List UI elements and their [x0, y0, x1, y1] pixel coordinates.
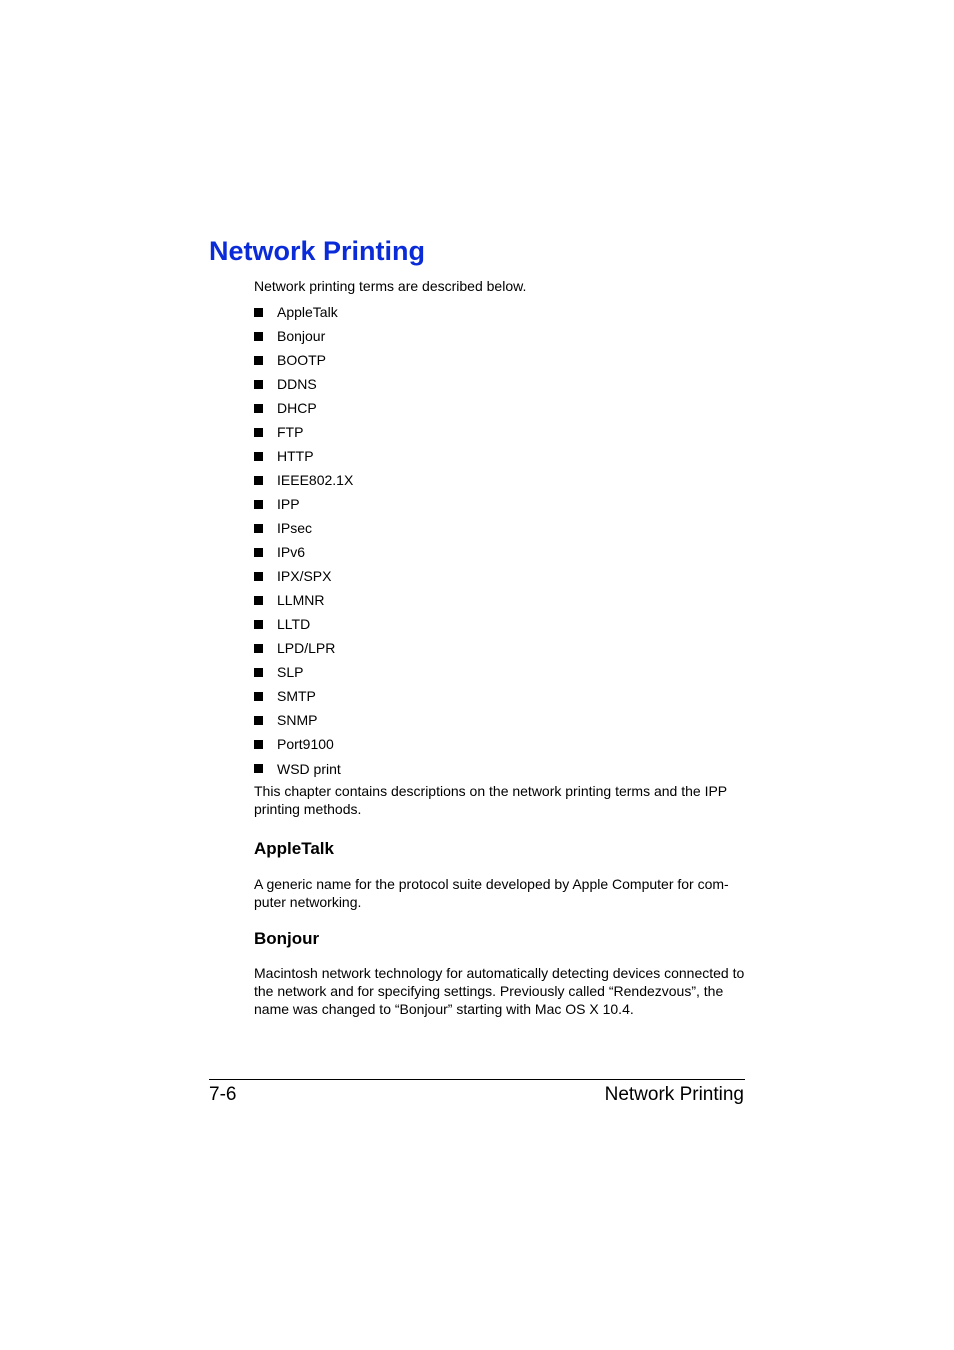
term-label: LPD/LPR — [277, 640, 336, 656]
term-label: SLP — [277, 664, 304, 680]
list-item — [254, 684, 353, 708]
list-item — [254, 324, 353, 348]
square-bullet-icon — [254, 740, 263, 749]
section-heading-appletalk: AppleTalk — [254, 839, 334, 858]
chapter-description: This chapter contains descriptions on the network printing terms and the IPP printing methods. — [254, 783, 727, 817]
term-label: HTTP — [277, 448, 314, 464]
list-item — [254, 612, 353, 636]
list-item — [254, 492, 353, 516]
term-label: SNMP — [277, 712, 318, 728]
list-item — [254, 516, 353, 540]
list-item — [254, 444, 353, 468]
term-label: LLMNR — [277, 592, 325, 608]
list-item — [254, 732, 353, 756]
footer-section-name: Network Printing — [604, 1084, 744, 1105]
square-bullet-icon — [254, 524, 263, 533]
term-label: BOOTP — [277, 352, 327, 368]
footer-page-number: 7-6 — [209, 1084, 237, 1105]
square-bullet-icon — [254, 452, 263, 461]
square-bullet-icon — [254, 548, 263, 557]
square-bullet-icon — [254, 572, 263, 581]
square-bullet-icon — [254, 668, 263, 677]
square-bullet-icon — [254, 308, 263, 317]
page-title: Network Printing — [209, 236, 426, 266]
list-item — [254, 468, 353, 492]
section-text-bonjour: Macintosh network technology for automatically detecting devices connected to the network and for specifying settings. Previously called “Rendezvous”, the name was changed to “Bonjour” starting with Mac OS X 10.4. — [254, 965, 745, 1017]
term-label: IPX/SPX — [277, 568, 332, 584]
term-label: IEEE802.1X — [277, 472, 354, 488]
square-bullet-icon — [254, 428, 263, 437]
term-label: DDNS — [277, 376, 317, 392]
square-bullet-icon — [254, 620, 263, 629]
list-item — [254, 660, 353, 684]
list-item — [254, 540, 353, 564]
term-label: Port9100 — [277, 736, 334, 752]
list-item — [254, 348, 353, 372]
section-text-appletalk: A generic name for the protocol suite developed by Apple Computer for com-puter networking. — [254, 876, 729, 910]
list-item — [254, 636, 353, 660]
list-item — [254, 420, 353, 444]
term-label: SMTP — [277, 688, 316, 704]
square-bullet-icon — [254, 644, 263, 653]
list-item — [254, 372, 353, 396]
list-item — [254, 564, 353, 588]
square-bullet-icon — [254, 356, 263, 365]
list-item — [254, 756, 353, 781]
intro-text: Network printing terms are described below. — [254, 278, 527, 294]
list-item — [254, 708, 353, 732]
terms-list — [254, 300, 353, 781]
list-item — [254, 396, 353, 420]
term-label: Bonjour — [277, 328, 326, 344]
term-label: WSD print — [277, 760, 341, 777]
term-label: IPv6 — [277, 544, 306, 560]
footer-divider — [209, 1079, 745, 1080]
square-bullet-icon — [254, 596, 263, 605]
square-bullet-icon — [254, 404, 263, 413]
square-bullet-icon — [254, 380, 263, 389]
list-item — [254, 300, 353, 324]
square-bullet-icon — [254, 692, 263, 701]
term-label: AppleTalk — [277, 304, 338, 320]
term-label: DHCP — [277, 400, 317, 416]
square-bullet-icon — [254, 500, 263, 509]
square-bullet-icon — [254, 764, 263, 773]
term-label: IPsec — [277, 520, 313, 536]
term-label: IPP — [277, 496, 300, 512]
term-label: LLTD — [277, 616, 311, 632]
term-label: FTP — [277, 424, 304, 440]
section-heading-bonjour: Bonjour — [254, 929, 320, 948]
square-bullet-icon — [254, 716, 263, 725]
square-bullet-icon — [254, 332, 263, 341]
list-item — [254, 588, 353, 612]
square-bullet-icon — [254, 476, 263, 485]
